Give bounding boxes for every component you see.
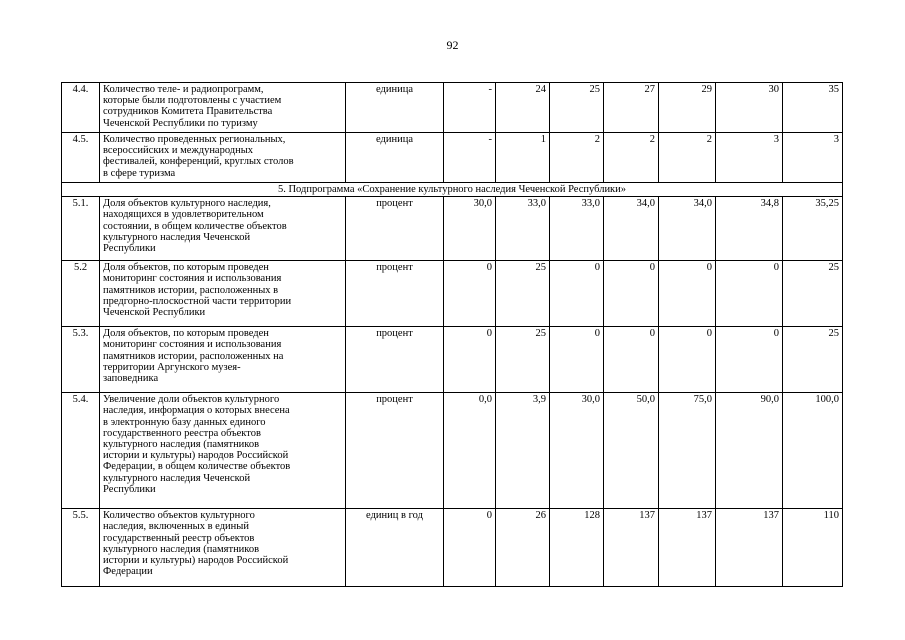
value-cell: 128 — [550, 509, 604, 587]
row-number: 5.2 — [62, 261, 100, 327]
unit-cell: процент — [346, 261, 444, 327]
value-cell: 34,0 — [604, 197, 659, 261]
value-cell: 26 — [496, 509, 550, 587]
page-number: 92 — [446, 38, 459, 52]
value-cell: 25 — [496, 327, 550, 393]
value-cell: 35,25 — [783, 197, 843, 261]
value-cell: 2 — [550, 133, 604, 183]
row-number: 5.4. — [62, 393, 100, 509]
value-cell: 0,0 — [444, 393, 496, 509]
row-number: 4.5. — [62, 133, 100, 183]
unit-cell: процент — [346, 197, 444, 261]
value-cell: 25 — [783, 327, 843, 393]
value-cell: 0 — [550, 327, 604, 393]
indicator-name: Доля объектов, по которым проведен мониторинг состояния и использования памятников истории, расположенных на территории Аргунского музея- заповедника — [100, 327, 346, 393]
table-row — [62, 509, 843, 587]
row-number: 5.3. — [62, 327, 100, 393]
indicator-name: Количество объектов культурного наследия, включенных в единый государственный реестр объектов культурного наследия (памятников истории и культуры) народов Российской Федерации — [100, 509, 346, 587]
value-cell: - — [444, 83, 496, 133]
value-cell: 25 — [550, 83, 604, 133]
value-cell: 3,9 — [496, 393, 550, 509]
value-cell: 3 — [716, 133, 783, 183]
value-cell: 33,0 — [496, 197, 550, 261]
value-cell: - — [444, 133, 496, 183]
value-cell: 137 — [604, 509, 659, 587]
value-cell: 33,0 — [550, 197, 604, 261]
row-number: 4.4. — [62, 83, 100, 133]
value-cell: 0 — [716, 261, 783, 327]
value-cell: 0 — [444, 327, 496, 393]
value-cell: 0 — [716, 327, 783, 393]
value-cell: 110 — [783, 509, 843, 587]
unit-cell: процент — [346, 393, 444, 509]
unit-cell: единица — [346, 133, 444, 183]
indicator-name: Количество теле- и радиопрограмм, которые были подготовлены с участием сотрудников Комитета Правительства Чеченской Республики по туризму — [100, 83, 346, 133]
section-title: 5. Подпрограмма «Сохранение культурного наследия Чеченской Республики» — [62, 183, 843, 197]
value-cell: 30,0 — [550, 393, 604, 509]
value-cell: 30 — [716, 83, 783, 133]
table-row — [62, 261, 843, 327]
value-cell: 0 — [550, 261, 604, 327]
value-cell: 27 — [604, 83, 659, 133]
value-cell: 35 — [783, 83, 843, 133]
indicators-table — [61, 82, 843, 587]
indicator-name: Доля объектов культурного наследия, находящихся в удовлетворительном состоянии, в общем количестве объектов культурного наследия Чеченской Республики — [100, 197, 346, 261]
table-row — [62, 133, 843, 183]
value-cell: 137 — [659, 509, 716, 587]
value-cell: 1 — [496, 133, 550, 183]
value-cell: 0 — [444, 509, 496, 587]
unit-cell: единиц в год — [346, 509, 444, 587]
table-row — [62, 197, 843, 261]
value-cell: 2 — [604, 133, 659, 183]
indicator-name: Увеличение доли объектов культурного наследия, информация о которых внесена в электронную базу данных единого государственного реестра объектов культурного наследия (памятников истории и культуры) народов Российской Федерации, в общем количестве объектов культурного наследия Чеченской Республики — [100, 393, 346, 509]
value-cell: 29 — [659, 83, 716, 133]
value-cell: 30,0 — [444, 197, 496, 261]
value-cell: 2 — [659, 133, 716, 183]
section-header-row — [62, 183, 843, 197]
table-row — [62, 393, 843, 509]
value-cell: 75,0 — [659, 393, 716, 509]
value-cell: 0 — [604, 327, 659, 393]
value-cell: 0 — [604, 261, 659, 327]
unit-cell: процент — [346, 327, 444, 393]
row-number: 5.5. — [62, 509, 100, 587]
value-cell: 0 — [659, 261, 716, 327]
row-number: 5.1. — [62, 197, 100, 261]
indicator-name: Количество проведенных региональных, всероссийских и международных фестивалей, конференций, круглых столов в сфере туризма — [100, 133, 346, 183]
value-cell: 24 — [496, 83, 550, 133]
table-row — [62, 327, 843, 393]
value-cell: 25 — [496, 261, 550, 327]
unit-cell: единица — [346, 83, 444, 133]
value-cell: 25 — [783, 261, 843, 327]
value-cell: 0 — [444, 261, 496, 327]
value-cell: 3 — [783, 133, 843, 183]
value-cell: 137 — [716, 509, 783, 587]
table-body — [62, 83, 843, 587]
value-cell: 0 — [659, 327, 716, 393]
value-cell: 34,8 — [716, 197, 783, 261]
value-cell: 50,0 — [604, 393, 659, 509]
value-cell: 34,0 — [659, 197, 716, 261]
indicator-name: Доля объектов, по которым проведен мониторинг состояния и использования памятников истории, расположенных в предгорно-плоскостной части территории Чеченской Республики — [100, 261, 346, 327]
value-cell: 100,0 — [783, 393, 843, 509]
table-row — [62, 83, 843, 133]
value-cell: 90,0 — [716, 393, 783, 509]
